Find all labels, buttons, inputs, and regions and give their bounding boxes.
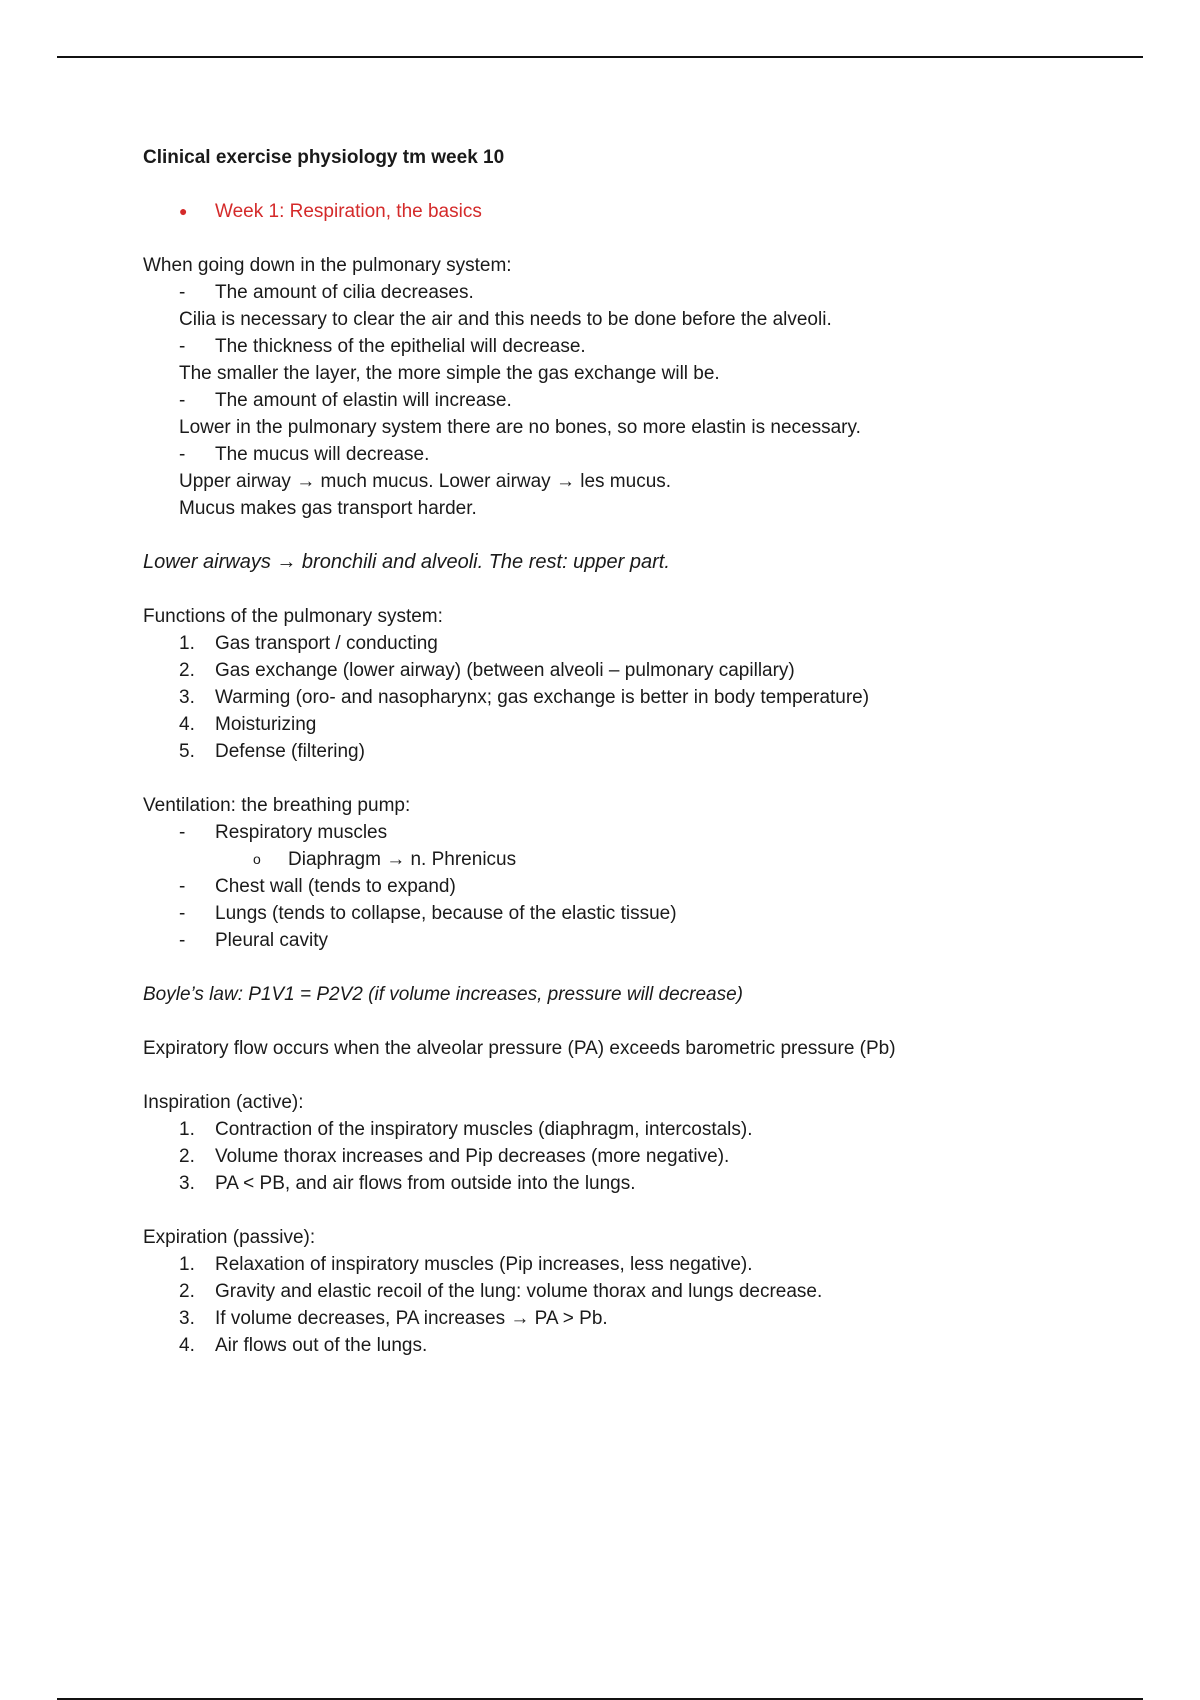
list-item-text: PA < PB, and air flows from outside into the lungs. [215, 1173, 636, 1194]
list-item [143, 1305, 1143, 1332]
expiration-heading: Expiration (passive): [143, 1227, 316, 1248]
pulmonary-intro: When going down in the pulmonary system: [143, 255, 512, 276]
list-item [143, 1251, 1143, 1278]
list-item-text: Volume thorax increases and Pip decreases (more negative). [215, 1146, 730, 1167]
list-item [143, 1332, 1143, 1359]
number-marker: 1. [179, 1119, 195, 1140]
list-item [143, 1170, 1143, 1197]
dash-marker: - [179, 876, 186, 897]
dash-marker: - [179, 930, 186, 951]
list-item-text: Defense (filtering) [215, 741, 365, 762]
list-note: Upper airway → much mucus. Lower airway → les mucus. [179, 471, 672, 492]
list-item-text: Contraction of the inspiratory muscles (diaphragm, intercostals). [215, 1119, 753, 1140]
week-heading-text: Week 1: Respiration, the basics [215, 201, 482, 222]
header-rule [57, 56, 1143, 58]
expiratory-flow: Expiratory flow occurs when the alveolar pressure (PA) exceeds barometric pressure (Pb) [143, 1038, 896, 1059]
number-marker: 3. [179, 1308, 195, 1329]
dash-marker: - [179, 822, 186, 843]
list-item-text: The amount of elastin will increase. [215, 390, 512, 411]
circle-bullet-icon: o [253, 851, 261, 867]
bullet-icon: ● [179, 203, 188, 219]
document-title: Clinical exercise physiology tm week 10 [143, 147, 505, 168]
list-item [143, 711, 1143, 738]
list-item [143, 657, 1143, 684]
inspiration-heading: Inspiration (active): [143, 1092, 304, 1113]
dash-marker: - [179, 282, 186, 303]
number-marker: 3. [179, 687, 195, 708]
list-item-text: Chest wall (tends to expand) [215, 876, 456, 897]
list-item-text: Lungs (tends to collapse, because of the elastic tissue) [215, 903, 677, 924]
sub-list-item [143, 846, 1143, 873]
ventilation-heading: Ventilation: the breathing pump: [143, 795, 411, 816]
list-item-text: Diaphragm → n. Phrenicus [288, 849, 517, 870]
number-marker: 1. [179, 1254, 195, 1275]
list-item [143, 738, 1143, 765]
list-item [143, 1278, 1143, 1305]
list-note: Cilia is necessary to clear the air and this needs to be done before the alveoli. [179, 309, 832, 330]
list-item [143, 1143, 1143, 1170]
list-item-text: If volume decreases, PA increases → PA > Pb. [215, 1308, 608, 1329]
list-item [143, 333, 1143, 360]
list-item-text: Air flows out of the lungs. [215, 1335, 428, 1356]
list-item [143, 387, 1143, 414]
list-item-text: Gravity and elastic recoil of the lung: volume thorax and lungs decrease. [215, 1281, 823, 1302]
dash-marker: - [179, 444, 186, 465]
airways-note: Lower airways → bronchili and alveoli. The rest: upper part. [143, 551, 670, 573]
list-item [143, 441, 1143, 468]
list-item-text: Gas exchange (lower airway) (between alveoli – pulmonary capillary) [215, 660, 795, 681]
list-note: Lower in the pulmonary system there are no bones, so more elastin is necessary. [179, 417, 861, 438]
dash-marker: - [179, 336, 186, 357]
list-item [143, 927, 1143, 954]
number-marker: 1. [179, 633, 195, 654]
list-note: Mucus makes gas transport harder. [179, 498, 477, 519]
list-item-text: The thickness of the epithelial will decrease. [215, 336, 586, 357]
list-item [143, 279, 1143, 306]
list-item [143, 873, 1143, 900]
list-item [143, 630, 1143, 657]
list-item [143, 900, 1143, 927]
list-item-text: Gas transport / conducting [215, 633, 438, 654]
number-marker: 2. [179, 660, 195, 681]
number-marker: 5. [179, 741, 195, 762]
number-marker: 2. [179, 1281, 195, 1302]
list-item [143, 1116, 1143, 1143]
document-body [143, 144, 1143, 1359]
list-item [143, 684, 1143, 711]
list-item-text: Warming (oro- and nasopharynx; gas exchange is better in body temperature) [215, 687, 870, 708]
list-item-text: Respiratory muscles [215, 822, 388, 843]
functions-heading: Functions of the pulmonary system: [143, 606, 443, 627]
week-heading [143, 198, 1143, 225]
list-item [143, 819, 1143, 846]
list-item-text: The amount of cilia decreases. [215, 282, 474, 303]
number-marker: 4. [179, 714, 195, 735]
list-item-text: Pleural cavity [215, 930, 328, 951]
dash-marker: - [179, 390, 186, 411]
list-item-text: The mucus will decrease. [215, 444, 430, 465]
list-item-text: Relaxation of inspiratory muscles (Pip increases, less negative). [215, 1254, 753, 1275]
number-marker: 2. [179, 1146, 195, 1167]
list-note: The smaller the layer, the more simple the gas exchange will be. [179, 363, 720, 384]
boyle-law: Boyle’s law: P1V1 = P2V2 (if volume increases, pressure will decrease) [143, 984, 744, 1005]
list-item-text: Moisturizing [215, 714, 317, 735]
dash-marker: - [179, 903, 186, 924]
number-marker: 4. [179, 1335, 195, 1356]
number-marker: 3. [179, 1173, 195, 1194]
